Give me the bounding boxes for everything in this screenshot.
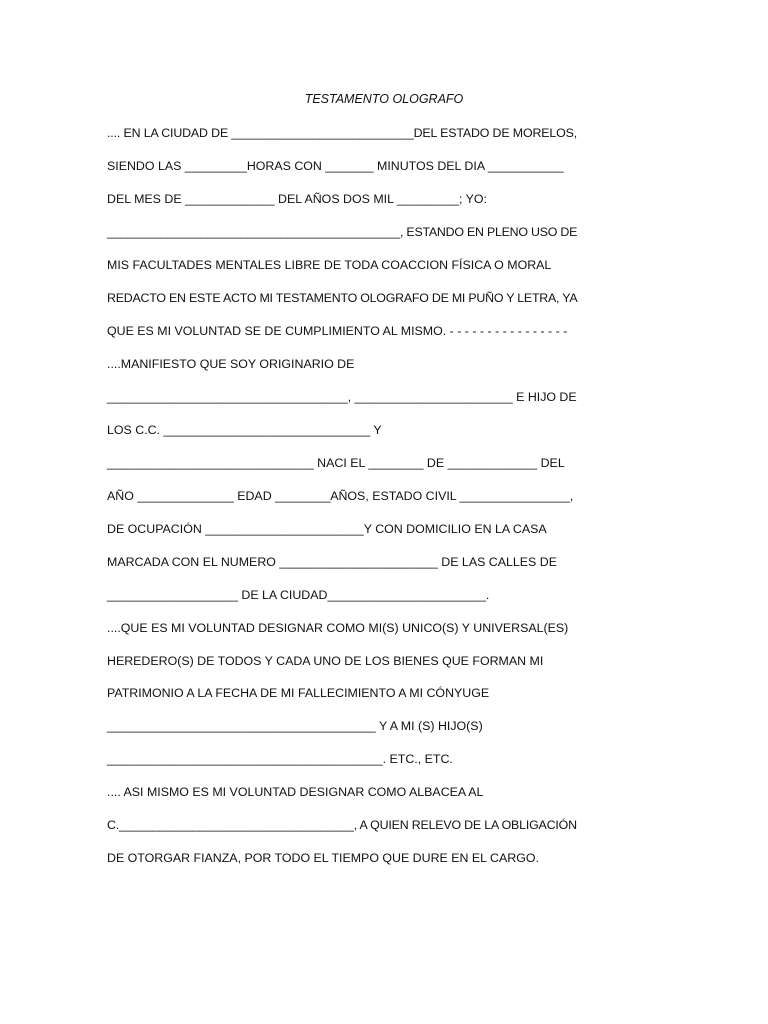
document-line-21: .... ASI MISMO ES MI VOLUNTAD DESIGNAR COMO ALBACEA AL: [107, 785, 484, 799]
document-line-13: DE OCUPACIÓN _______________________Y CON DOMICILIO EN LA CASA: [107, 522, 547, 536]
document-line-2: SIENDO LAS _________HORAS CON _______ MINUTOS DEL DIA ___________: [107, 159, 564, 173]
document-line-22: C.___________________________________, A QUIEN RELEVO DE LA OBLIGACIÓN: [107, 818, 577, 832]
document-line-1: .... EN LA CIUDAD DE ___________________________DEL ESTADO DE MORELOS,: [107, 126, 578, 140]
document-line-7: QUE ES MI VOLUNTAD SE DE CUMPLIMIENTO AL MISMO. - - - - - - - - - - - - - - - -: [107, 324, 568, 338]
document-line-10: LOS C.C. ______________________________ Y: [107, 423, 382, 437]
document-line-14: MARCADA CON EL NUMERO _______________________ DE LAS CALLES DE: [107, 555, 557, 569]
document-line-12: AÑO ______________ EDAD ________AÑOS, ESTADO CIVIL ________________,: [107, 489, 574, 503]
document-line-4: ____________________________________________, ESTANDO EN PLENO USO DE: [107, 225, 578, 239]
document-title: TESTAMENTO OLOGRAFO: [304, 92, 464, 106]
document-line-6: REDACTO EN ESTE ACTO MI TESTAMENTO OLOGRAFO DE MI PUÑO Y LETRA, YA: [107, 291, 578, 305]
document-line-15: ___________________ DE LA CIUDAD_______________________.: [107, 588, 490, 602]
document-line-20: ________________________________________. ETC., ETC.: [107, 752, 453, 766]
document-line-8: ....MANIFIESTO QUE SOY ORIGINARIO DE: [107, 357, 355, 371]
document-line-19: _______________________________________ Y A MI (S) HIJO(S): [107, 719, 483, 733]
document-line-16: ....QUE ES MI VOLUNTAD DESIGNAR COMO MI(S) UNICO(S) Y UNIVERSAL(ES): [107, 621, 569, 635]
document-line-5: MIS FACULTADES MENTALES LIBRE DE TODA COACCION FÍSICA O MORAL: [107, 258, 552, 272]
document-line-3: DEL MES DE _____________ DEL AÑOS DOS MIL _________; YO:: [107, 192, 487, 206]
document-line-17: HEREDERO(S) DE TODOS Y CADA UNO DE LOS BIENES QUE FORMAN MI: [107, 654, 544, 668]
document-line-18: PATRIMONIO A LA FECHA DE MI FALLECIMIENTO A MI CÓNYUGE: [107, 686, 490, 700]
document-line-11: ______________________________ NACI EL ________ DE _____________ DEL: [107, 456, 565, 470]
document-line-23: DE OTORGAR FIANZA, POR TODO EL TIEMPO QUE DURE EN EL CARGO.: [107, 851, 539, 865]
document-line-9: ___________________________________, _______________________ E HIJO DE: [107, 390, 577, 404]
